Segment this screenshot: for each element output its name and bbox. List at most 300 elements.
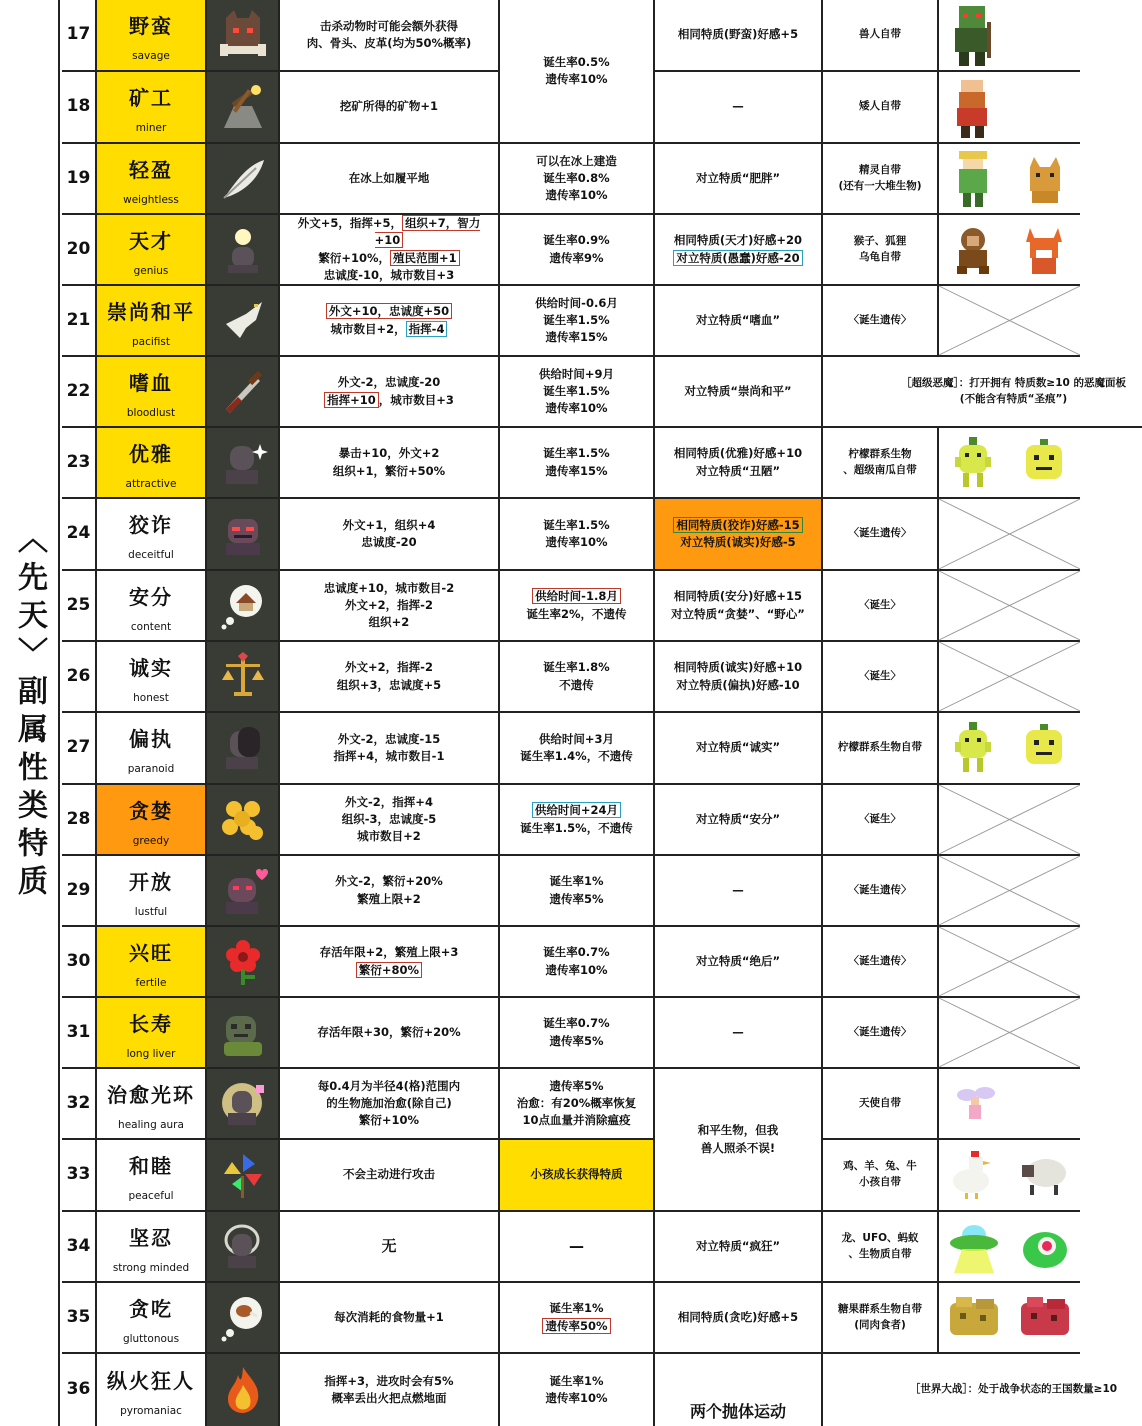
effect-text: 不会主动进行攻击 <box>343 1167 435 1182</box>
trait-relation <box>655 499 823 569</box>
fairy-icon <box>953 1079 997 1129</box>
birth-text: 诞生率0.7% 遗传率5% <box>543 1016 610 1048</box>
trait-birth <box>500 927 655 996</box>
creature-image-cell <box>939 215 1080 286</box>
trait-source <box>823 499 939 569</box>
balance-scale-icon <box>207 642 280 711</box>
source-text: 〈诞生遗传〉 <box>848 1025 912 1038</box>
trait-name <box>97 0 207 70</box>
drumstick-thought-icon <box>207 1283 280 1352</box>
trait-birth <box>500 144 655 213</box>
trait-name-en: pacifist <box>132 335 170 348</box>
relation-highlight: 对立特质(愚蠢)好感-20 <box>673 250 802 266</box>
effect-highlight: 指挥-4 <box>406 321 448 337</box>
trait-number: 31 <box>62 998 97 1067</box>
table-row <box>62 998 1080 1069</box>
trait-birth <box>500 428 655 497</box>
trait-name <box>97 998 207 1067</box>
fox-icon <box>1020 222 1070 278</box>
source-text: 〈诞生遗传〉 <box>848 954 912 967</box>
trait-name <box>97 215 207 284</box>
birth-highlight: 供给时间+24月 <box>532 802 621 818</box>
trait-source <box>823 785 939 854</box>
halo-head-icon <box>207 1212 280 1281</box>
trait-name-zh: 贪吃 <box>129 1296 173 1321</box>
effect-highlight: 指挥+10 <box>324 392 379 408</box>
trait-source <box>823 856 939 925</box>
source-text: 〈诞生〉 <box>859 669 901 682</box>
trait-name-zh: 兴旺 <box>129 940 173 965</box>
trait-name-en: gluttonous <box>122 1332 180 1345</box>
cat-icon <box>1020 153 1068 205</box>
trait-relation <box>655 286 823 355</box>
trait-birth <box>500 499 655 569</box>
trait-name <box>97 357 207 426</box>
effect-text: 指挥+3，进攻时会有5% 概率丢出火把点燃地面 <box>324 1373 454 1405</box>
trait-effect <box>280 1283 500 1352</box>
trait-relation <box>655 856 823 925</box>
fire-icon <box>207 1354 280 1426</box>
source-text: 〈诞生遗传〉 <box>848 527 912 540</box>
trait-name-zh: 优雅 <box>129 441 173 466</box>
dove-icon <box>207 286 280 355</box>
trait-name <box>97 1283 207 1352</box>
effect-text: 暴击+10，外文+2 组织+1，繁衍+50% <box>332 446 446 478</box>
birth-highlight: 遗传率50% <box>542 1318 610 1334</box>
birth-text: 小孩成长获得特质 <box>530 1167 623 1182</box>
trait-effect <box>280 785 500 854</box>
pumpkin-creature-icon <box>1020 722 1068 774</box>
trait-relation <box>655 1283 823 1352</box>
relation-text: 对立特质“安分” <box>695 811 781 826</box>
source-text: 柠檬群系生物自带 <box>838 741 922 754</box>
effect-text: 忠诚度+10，城市数目-2 外文+2，指挥-2 组织+2 <box>323 580 455 630</box>
trait-name <box>97 571 207 640</box>
trait-source <box>823 713 939 783</box>
effect-text: 城市数目+2， <box>330 321 406 336</box>
relation-text: 相同特质(野蛮)好感+5 <box>677 27 799 42</box>
trait-birth <box>500 642 655 711</box>
trait-birth <box>500 856 655 925</box>
table-row <box>62 428 1080 499</box>
relation-text: 对立特质“嗜血” <box>695 312 781 327</box>
empty-image-cell <box>939 642 1080 713</box>
source-text: 〈诞生遗传〉 <box>848 883 912 896</box>
birth-highlight: 供给时间-1.8月 <box>532 588 621 604</box>
creature-image-cell <box>939 428 1080 499</box>
trait-birth <box>500 215 655 284</box>
source-text: 〈诞生〉 <box>859 812 901 825</box>
feather-icon <box>207 144 280 213</box>
creature-image-cell <box>939 1069 1080 1140</box>
trait-source <box>823 428 939 497</box>
source-text: ［超级恶魔］：打开拥有 特质数≥10 的恶魔面板 (不能含有特质“圣痕”) <box>901 376 1126 405</box>
mossy-head-icon <box>207 998 280 1067</box>
birth-text: 诞生率0.9% 遗传率9% <box>543 233 610 265</box>
effect-text: 存活年限+30，繁衍+20% <box>317 1024 461 1039</box>
trait-number: 35 <box>62 1283 97 1352</box>
trait-effect <box>280 1354 500 1426</box>
trait-name-zh: 诚实 <box>129 655 173 680</box>
trait-name <box>97 856 207 925</box>
trait-source <box>823 998 939 1067</box>
trait-relation <box>655 0 823 70</box>
trait-birth <box>500 571 655 640</box>
trait-name-zh: 崇尚和平 <box>107 299 195 324</box>
source-text: 鸡、羊、兔、牛 小孩自带 <box>843 1160 917 1188</box>
trait-name-en: long liver <box>126 1047 176 1060</box>
source-text: 龙、UFO、蚂蚁 、生物质自带 <box>841 1231 919 1260</box>
trait-name-zh: 天才 <box>129 228 173 253</box>
source-text: 〈诞生〉 <box>859 598 901 611</box>
effect-text: 繁衍+10%， <box>318 250 391 265</box>
trait-relation <box>655 1212 823 1281</box>
trait-number: 23 <box>62 428 97 497</box>
trait-relation <box>655 642 823 711</box>
trait-relation <box>655 215 823 284</box>
trait-relation <box>655 428 823 497</box>
empty-image-cell <box>939 785 1080 856</box>
source-text: ［世界大战］：处于战争状态的王国数量≥10 <box>909 1383 1118 1396</box>
effect-text: 无 <box>381 1237 397 1256</box>
trait-name-zh: 开放 <box>129 869 173 894</box>
pinwheel-icon <box>207 1140 280 1210</box>
source-text: 〈诞生遗传〉 <box>848 313 912 326</box>
trait-name <box>97 428 207 497</box>
lemon-creature-icon <box>951 720 995 776</box>
trait-name-zh: 治愈光环 <box>107 1082 195 1107</box>
trait-name-en: strong minded <box>112 1261 190 1274</box>
trait-number: 22 <box>62 357 97 426</box>
red-flower-icon <box>207 927 280 996</box>
relation-text: 对立特质“崇尚和平” <box>684 383 792 398</box>
trait-name <box>97 1140 207 1210</box>
trait-number: 25 <box>62 571 97 640</box>
trait-name-en: healing aura <box>118 1118 184 1131</box>
relation-highlight: 相同特质(狡诈)好感-15 <box>673 517 802 533</box>
chicken-icon <box>949 1149 997 1201</box>
relation-text: 对立特质“绝后” <box>695 953 781 968</box>
effect-text: 外文+5，指挥+5， <box>297 216 403 230</box>
empty-image-cell <box>939 927 1080 998</box>
source-text: 天使自带 <box>859 1096 901 1109</box>
effect-text: 外文+2，指挥-2 组织+3，忠诚度+5 <box>336 660 442 692</box>
trait-number: 29 <box>62 856 97 925</box>
trait-relation <box>655 713 823 783</box>
trait-effect <box>280 1212 500 1281</box>
lemon-creature-icon <box>951 435 995 491</box>
source-text: 柠檬群系生物 、超级南瓜自带 <box>843 447 917 476</box>
creature-image-cell <box>939 0 1080 72</box>
trait-birth <box>500 1354 655 1426</box>
effect-text: 击杀动物时可能会额外获得 肉、骨头、皮革(均为50%概率) <box>306 18 472 50</box>
table-row <box>62 571 1080 642</box>
trait-name-en: weightless <box>123 193 179 206</box>
trait-source <box>823 1069 939 1138</box>
trait-name-zh: 纵火狂人 <box>107 1369 195 1394</box>
relation-text: 对立特质“疯狂” <box>695 1238 781 1253</box>
trait-relation <box>655 357 823 426</box>
creature-image-cell <box>939 144 1080 215</box>
trait-number: 19 <box>62 144 97 213</box>
relation-text: 相同特质(天才)好感+20 <box>673 233 803 248</box>
trait-source <box>823 927 939 996</box>
creature-image-cell <box>939 713 1080 785</box>
trait-table <box>62 0 1126 1426</box>
trait-name-en: bloodlust <box>126 406 176 419</box>
relation-text: 对立特质“肥胖” <box>695 170 781 185</box>
birth-text: 诞生率1% 遗传率5% <box>549 874 604 906</box>
table-row <box>62 1140 1080 1212</box>
birth-text: 诞生率2%，不遗传 <box>526 606 627 621</box>
trait-name <box>97 1069 207 1138</box>
trait-birth <box>500 357 655 426</box>
trait-birth <box>500 713 655 783</box>
trait-name-zh: 矿工 <box>129 86 173 111</box>
relation-text: — <box>732 99 744 114</box>
trait-name-en: peaceful <box>128 1190 174 1203</box>
trait-source <box>823 0 939 70</box>
source-text: 矮人自带 <box>859 100 901 113</box>
birth-text: 可以在冰上建造 诞生率0.8% 遗传率10% <box>536 153 617 203</box>
table-row <box>62 215 1080 286</box>
trait-effect <box>280 998 500 1067</box>
trait-name-en: greedy <box>132 834 170 847</box>
empty-image-cell <box>939 856 1080 927</box>
orc-icon <box>947 2 999 68</box>
trait-birth <box>500 785 655 854</box>
creature-image-cell <box>939 72 1080 144</box>
effect-text: 在冰上如履平地 <box>348 170 430 185</box>
trait-effect <box>280 571 500 640</box>
table-row <box>62 1212 1080 1283</box>
trait-effect <box>280 357 500 426</box>
trait-name-en: pyromaniac <box>120 1405 182 1418</box>
creature-image-cell <box>939 1283 1080 1354</box>
trait-birth <box>500 286 655 355</box>
birth-text: 诞生率0.7% 遗传率10% <box>543 945 610 977</box>
sparkle-head-icon <box>207 428 280 497</box>
trait-relation <box>655 571 823 640</box>
trait-effect <box>280 1140 500 1210</box>
elf-icon <box>951 149 995 209</box>
trait-source <box>823 1140 939 1210</box>
relation-text: 相同特质(贪吃)好感+5 <box>677 1309 799 1324</box>
trait-name <box>97 1354 207 1426</box>
empty-image-cell <box>939 998 1080 1069</box>
trait-number: 33 <box>62 1140 97 1210</box>
trait-name-en: paranoid <box>127 763 175 776</box>
birth-text: 供给时间-0.6月 诞生率1.5% 遗传率15% <box>535 295 618 345</box>
birth-text: — <box>569 1237 584 1256</box>
trait-name-zh: 和睦 <box>129 1154 173 1179</box>
pumpkin-creature-icon <box>1020 437 1068 489</box>
table-row <box>62 1283 1080 1354</box>
trait-number: 28 <box>62 785 97 854</box>
creature-image-cell <box>939 1140 1080 1212</box>
empty-image-cell <box>939 286 1080 357</box>
effect-text: ，城市数目+3 <box>378 392 454 407</box>
effect-text: 每0.4月为半径4(格)范围内 的生物施加治愈(除自己) 繁衍+10% <box>317 1078 461 1128</box>
trait-effect <box>280 72 500 142</box>
source-note-wide <box>885 357 1142 428</box>
trait-name-en: deceitful <box>128 549 174 562</box>
birth-text: 诞生率1.8% 不遗传 <box>543 660 610 692</box>
trait-number: 17 <box>62 0 97 70</box>
candy-creature-yellow-icon <box>946 1293 1002 1343</box>
birth-text: 诞生率1% <box>549 1301 604 1316</box>
effect-text: 外文-2，繁衍+20% 繁殖上限+2 <box>335 874 443 906</box>
trait-birth <box>500 1212 655 1281</box>
trait-effect <box>280 642 500 711</box>
sheep-icon <box>1018 1151 1070 1199</box>
trait-name-zh: 狡诈 <box>129 513 173 538</box>
candy-creature-red-icon <box>1017 1293 1073 1343</box>
trait-name <box>97 713 207 783</box>
lightbulb-icon <box>207 215 280 284</box>
trait-source <box>823 1212 939 1281</box>
effect-text: 忠诚度-10，城市数目+3 <box>323 267 455 282</box>
trait-number: 34 <box>62 1212 97 1281</box>
trait-number: 32 <box>62 1069 97 1138</box>
pickaxe-icon <box>207 72 280 142</box>
trait-effect <box>280 713 500 783</box>
healing-aura-icon <box>207 1069 280 1138</box>
trait-name <box>97 1212 207 1281</box>
trait-number: 21 <box>62 286 97 355</box>
trait-source <box>823 286 939 355</box>
relation-text: 相同特质(诚实)好感+10 对立特质(偏执)好感-10 <box>673 660 803 692</box>
relation-text: 相同特质(优雅)好感+10 对立特质“丑陋” <box>673 446 803 478</box>
table-row <box>62 713 1080 785</box>
birth-text: 供给时间+3月 诞生率1.4%，不遗传 <box>520 731 633 763</box>
trait-name <box>97 785 207 854</box>
footer-note: 两个抛体运动 <box>689 1402 786 1421</box>
trait-name-en: honest <box>133 691 169 704</box>
trait-name-zh: 长寿 <box>129 1011 173 1036</box>
source-text: 精灵自带 (还有一大堆生物) <box>838 163 922 192</box>
table-row <box>62 286 1080 357</box>
trait-effect <box>280 215 500 284</box>
table-row <box>62 1069 1080 1140</box>
relation-text: 相同特质(安分)好感+15 对立特质“贪婪”、“野心” <box>671 589 805 621</box>
effect-text: 外文-2，指挥+4 组织-3，忠诚度-5 城市数目+2 <box>341 794 437 844</box>
source-text: 猴子、狐狸 乌龟自带 <box>853 234 907 263</box>
effect-highlight: 组织+7，智力+10 <box>374 216 481 248</box>
trait-source <box>823 144 939 213</box>
trait-source <box>823 642 939 711</box>
source-text: 糖果群系生物自带 (同肉食者) <box>838 1302 922 1331</box>
trait-number: 24 <box>62 499 97 569</box>
trait-birth <box>500 1283 655 1352</box>
trait-number: 36 <box>62 1354 97 1426</box>
trait-effect <box>280 0 500 70</box>
trait-effect <box>280 428 500 497</box>
relation-text: 对立特质(诚实)好感-5 <box>680 535 796 549</box>
gold-coins-icon <box>207 785 280 854</box>
shadow-head-icon <box>207 713 280 783</box>
trait-source <box>823 215 939 284</box>
trait-name-zh: 贪婪 <box>129 798 173 823</box>
trait-name-zh: 野蛮 <box>129 14 173 39</box>
table-row <box>62 785 1080 856</box>
trait-number: 27 <box>62 713 97 783</box>
devious-face-icon <box>207 499 280 569</box>
trait-birth <box>500 998 655 1067</box>
trait-source <box>823 1283 939 1352</box>
trait-name-zh: 嗜血 <box>129 370 173 395</box>
ufo-icon <box>948 1219 1000 1275</box>
effect-text: 存活年限+2，繁殖上限+3 <box>319 945 459 960</box>
table-row <box>62 856 1080 927</box>
trait-name-en: genius <box>133 264 169 277</box>
trait-source <box>823 571 939 640</box>
trait-source <box>823 72 939 142</box>
trait-relation <box>655 998 823 1067</box>
trait-relation <box>655 144 823 213</box>
trait-name <box>97 286 207 355</box>
trait-number: 26 <box>62 642 97 711</box>
trait-name <box>97 927 207 996</box>
birth-text: 供给时间+9月 诞生率1.5% 遗传率10% <box>538 366 615 416</box>
trait-name <box>97 144 207 213</box>
trait-effect <box>280 1069 500 1138</box>
birth-text: 诞生率1.5% 遗传率10% <box>543 517 610 549</box>
trait-effect <box>280 286 500 355</box>
dwarf-icon <box>947 74 999 140</box>
trait-effect <box>280 499 500 569</box>
trait-name <box>97 72 207 142</box>
relation-text: 对立特质“诚实” <box>695 740 781 755</box>
table-row <box>62 642 1080 713</box>
trait-name-zh: 轻盈 <box>129 157 173 182</box>
trait-name-en: miner <box>135 122 167 135</box>
trait-number: 20 <box>62 215 97 284</box>
trait-relation <box>655 72 823 142</box>
effect-text: 每次消耗的食物量+1 <box>334 1309 444 1324</box>
trait-name-en: savage <box>132 50 170 63</box>
trait-name-zh: 安分 <box>129 584 173 609</box>
birth-text: 诞生率1% 遗传率10% <box>545 1373 608 1405</box>
birth-text: 诞生率1.5%，不遗传 <box>520 820 633 835</box>
category-sidebar <box>0 0 60 1426</box>
trait-name-en: lustful <box>134 905 168 918</box>
relation-text: 和平生物，但我 兽人照杀不误! <box>697 1123 779 1155</box>
biomass-icon <box>1019 1222 1071 1272</box>
effect-highlight: 外文+10，忠诚度+50 <box>326 303 452 319</box>
effect-highlight: 繁衍+80% <box>356 962 422 978</box>
table-row <box>62 144 1080 215</box>
trait-name <box>97 642 207 711</box>
savage-icon <box>207 0 280 70</box>
effect-text: 外文+1，组织+4 忠诚度-20 <box>342 517 436 549</box>
relation-text: — <box>732 1024 744 1039</box>
trait-effect <box>280 144 500 213</box>
trait-name-en: attractive <box>125 477 177 490</box>
trait-relation <box>655 1354 823 1426</box>
trait-relation <box>655 927 823 996</box>
trait-number: 30 <box>62 927 97 996</box>
monkey-icon <box>949 224 999 276</box>
birth-text: 诞生率1.5% 遗传率15% <box>543 446 610 478</box>
effect-text: 外文-2，忠诚度-20 <box>337 375 441 390</box>
trait-name-en: content <box>130 620 172 633</box>
table-row <box>62 927 1080 998</box>
trait-relation <box>655 785 823 854</box>
trait-name-zh: 偏执 <box>129 727 173 752</box>
source-text: 兽人自带 <box>859 28 901 41</box>
merged-relation-cell <box>655 1069 823 1212</box>
